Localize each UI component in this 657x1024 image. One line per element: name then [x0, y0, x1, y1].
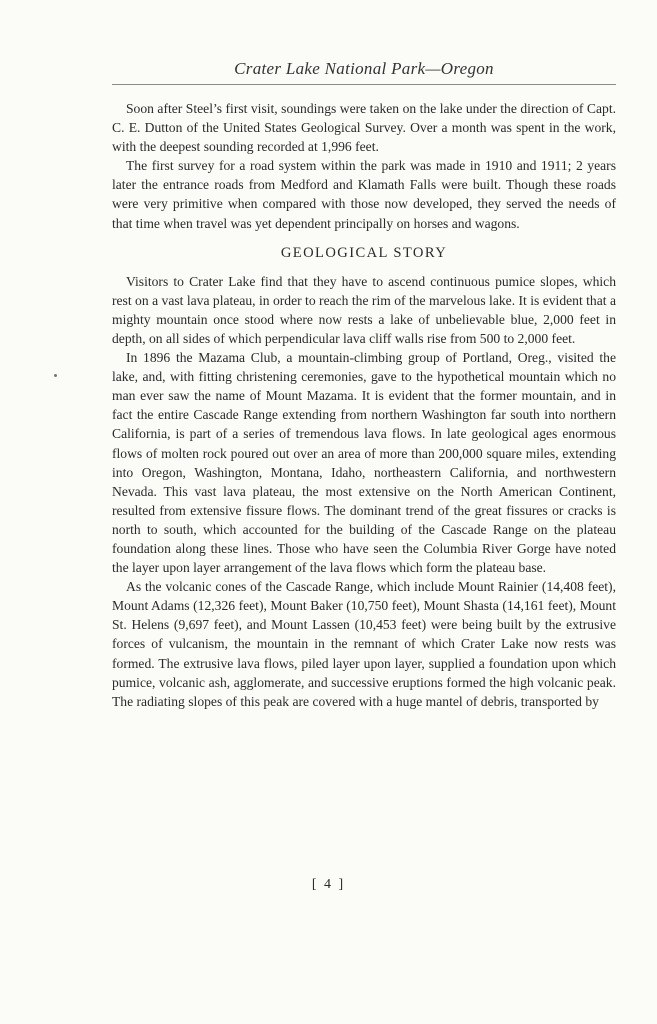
page-body — [112, 58, 616, 711]
header-rule — [112, 84, 616, 85]
paragraph-cascade-cones: As the volcanic cones of the Cascade Range, which include Mount Rainier (14,408 feet), Mount Adams (12,326 feet), Mount Baker (10,750 feet), Mount Shasta (14,161 feet), Mount St. Helens (9,697 feet), and Mount Lassen (10,453 feet) were being built by the extrusive forces of vulcanism, the mountain in the remnant of which Crater Lake now rests was formed. The extrusive lava flows, piled layer upon layer, supplied a foundation upon which pumice, volcanic ash, agglomerate, and successive eruptions formed the high volcanic peak. The radiating slopes of this peak are covered with a huge mantel of debris, transported by — [112, 579, 616, 709]
section-heading: GEOLOGICAL STORY — [280, 244, 448, 261]
geology-text — [112, 272, 616, 711]
intro-text — [112, 99, 616, 233]
paragraph-road-survey: The first survey for a road system within the park was made in 1910 and 1911; 2 years later the entrance roads from Medford and Klamath Falls were built. Though these roads were very primitive when compared with those now developed, they served the needs of that time when travel was yet dependent principally on horses and wagons. — [112, 158, 616, 231]
running-head: Crater Lake National Park—Oregon — [234, 59, 494, 78]
page-number: [ 4 ] — [311, 877, 346, 892]
paragraph-soundings: Soon after Steel’s first visit, soundings were taken on the lake under the direction of Capt. C. E. Dutton of the United States Geological Survey. Over a month was spent in the work, with the deepest sounding recorded at 1,996 feet. — [112, 101, 616, 155]
margin-mark — [54, 374, 57, 377]
paragraph-pumice-slopes: Visitors to Crater Lake find that they have to ascend continuous pumice slopes, which rest on a vast lava plateau, in order to reach the rim of the marvelous lake. It is evident that a mighty mountain once stood where now rests a lake of unbelievable blue, 2,000 feet in depth, on all sides of which perpendicular lava cliff walls rise from 500 to 2,000 feet. — [112, 273, 616, 346]
paragraph-mazama-club: In 1896 the Mazama Club, a mountain-climbing group of Portland, Oreg., visited the lake, and, with fitting christening ceremonies, gave to the hypothetical mountain which no man ever saw the name of Mount Mazama. It is evident that the former mountain, and in fact the entire Cascade Range extending from northern Washington far south into northern California, is part of a series of tremendous lava flows. In late geological ages enormous flows of molten rock poured out over an area of more than 200,000 square miles, extending into Oregon, Washington, Montana, Idaho, northeastern California, and northwestern Nevada. This vast lava plateau, the most extensive on the North American Continent, resulted from extensive fissure flows. The dominant trend of the great fissures or cracks is north to south, which accounted for the building of the Cascade Range on the plateau foundation along these lines. Those who have seen the Columbia River Gorge have noted the layer upon layer arrangement of the lava flows which form the plateau base. — [112, 350, 616, 576]
